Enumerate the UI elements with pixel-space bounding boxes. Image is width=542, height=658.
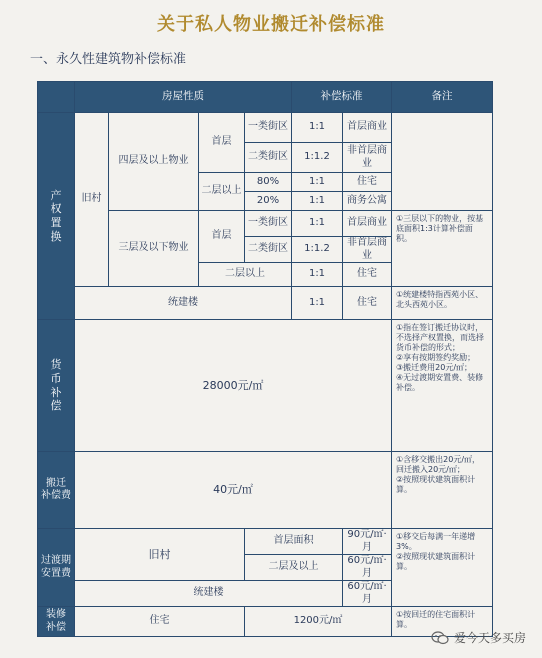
cell-ratio: 1:1.2: [292, 143, 343, 173]
cell-use: 商务公寓: [343, 192, 392, 211]
money-value: 28000元/㎡: [75, 320, 392, 452]
cell-zone1: 一类街区: [245, 211, 292, 237]
cell-ratio: 1:1: [292, 287, 343, 320]
cell-note-empty: [392, 113, 493, 211]
transition-v2: 60元/㎡·月: [343, 555, 392, 581]
watermark-text: 爱今天多买房: [453, 631, 526, 645]
cell-use: 非首层商业: [343, 237, 392, 263]
transition-unified: 统建楼: [75, 581, 343, 607]
note-decoration: ①按回迁的住宅面积计算。: [392, 607, 493, 637]
cell-above-second: 二层以上: [199, 263, 292, 287]
relocation-value: 40元/㎡: [75, 452, 392, 529]
cell-zone2: 二类街区: [245, 237, 292, 263]
side-label-exchange: 产 权 置 换: [38, 113, 75, 320]
compensation-table: [37, 81, 493, 637]
cell-ratio: 1:1: [292, 211, 343, 237]
table-row: [38, 452, 493, 529]
table-row: [38, 320, 493, 452]
table-row: [38, 287, 493, 320]
note-unified: ①统建楼特指西苑小区、北头西苑小区。: [392, 287, 493, 320]
transition-v1: 90元/㎡·月: [343, 529, 392, 555]
cell-first-floor: 首层: [199, 113, 245, 173]
cell-first-floor: 首层: [199, 211, 245, 263]
cell-zone1: 一类街区: [245, 113, 292, 143]
cell-four-plus: 四层及以上物业: [109, 113, 199, 211]
table-row: [38, 607, 493, 637]
header-property: 房屋性质: [75, 82, 292, 113]
cell-village: 旧村: [75, 113, 109, 287]
cell-use: 住宅: [343, 287, 392, 320]
side-label-money: 货 币 补 偿: [38, 320, 75, 452]
cell-use: 首层商业: [343, 211, 392, 237]
cell-ratio: 1:1: [292, 192, 343, 211]
note-money: ①指在签订搬迁协议时，不选择产权置换，而选择货币补偿的形式； ②享有按期签约奖励； ③搬迁费用20元/㎡； ④无过渡期安置费、装修补偿。: [392, 320, 493, 452]
transition-first-area: 首层面积: [245, 529, 343, 555]
cell-ratio: 1:1: [292, 263, 343, 287]
cell-ratio: 1:1.2: [292, 237, 343, 263]
cell-pct: 20%: [245, 192, 292, 211]
note-relocation: ①含移交搬出20元/㎡，回迁搬入20元/㎡； ②按照现状建筑面积计算。: [392, 452, 493, 529]
page-title: 关于私人物业搬迁补偿标准: [157, 14, 385, 35]
wechat-icon: [431, 631, 449, 645]
decoration-type: 住宅: [75, 607, 245, 637]
note-below-four: ①三层以下的物业，按基底面积1:3计算补偿面积。: [392, 211, 493, 287]
table-row: [38, 529, 493, 555]
side-label-relocation: 搬迁 补偿费: [38, 452, 75, 529]
decoration-value: 1200元/㎡: [245, 607, 392, 637]
watermark: [431, 629, 526, 646]
note-transition: ①移交后每满一年递增3%。 ②按照现状建筑面积计算。: [392, 529, 493, 607]
cell-use: 住宅: [343, 263, 392, 287]
transition-v3: 60元/㎡·月: [343, 581, 392, 607]
section-heading: 一、永久性建筑物补偿标准: [30, 52, 187, 67]
transition-village: 旧村: [75, 529, 245, 581]
table-row: [38, 113, 493, 143]
header-note: 备注: [392, 82, 493, 113]
cell-below-four: 三层及以下物业: [109, 211, 199, 287]
cell-use: 非首层商业: [343, 143, 392, 173]
side-label-decoration: 装修 补偿: [38, 607, 75, 637]
cell-ratio: 1:1: [292, 113, 343, 143]
table-header-row: [38, 82, 493, 113]
cell-zone2: 二类街区: [245, 143, 292, 173]
header-spacer: [38, 82, 75, 113]
cell-above-second: 二层以上: [199, 173, 245, 211]
cell-use: 首层商业: [343, 113, 392, 143]
cell-pct: 80%: [245, 173, 292, 192]
transition-second-plus: 二层及以上: [245, 555, 343, 581]
cell-unified: 统建楼: [75, 287, 292, 320]
cell-ratio: 1:1: [292, 173, 343, 192]
cell-use: 住宅: [343, 173, 392, 192]
side-label-transition: 过渡期 安置费: [38, 529, 75, 607]
header-standard: 补偿标准: [292, 82, 392, 113]
